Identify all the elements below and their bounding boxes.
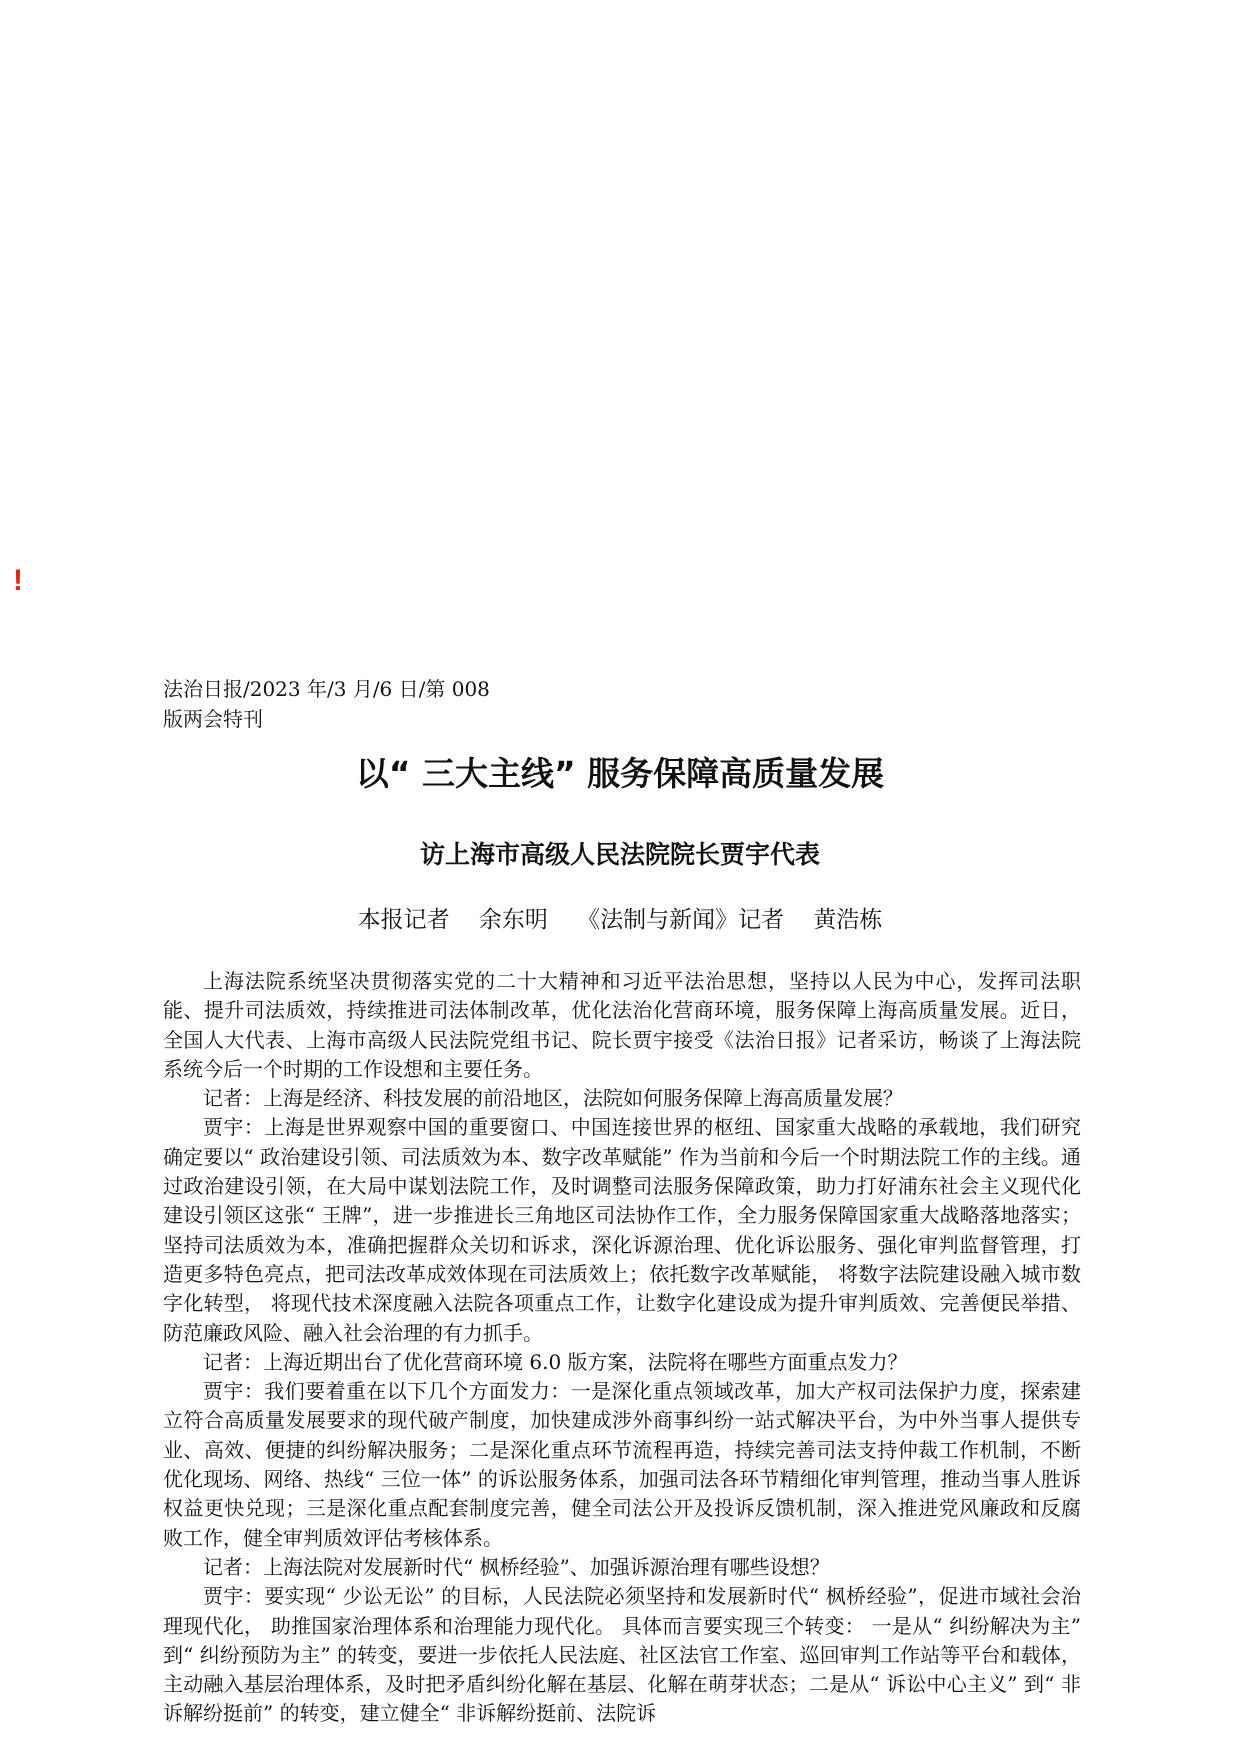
paragraph: 记者：上海法院对发展新时代“ 枫桥经验”、加强诉源治理有哪些设想？ xyxy=(203,1554,830,1579)
byline: 本报记者 余东明 《法制与新闻》记者 黄浩栋 xyxy=(357,907,883,933)
source-line-2: 版两会特刊 xyxy=(163,707,263,731)
paragraph: 记者：上海是经济、科技发展的前沿地区，法院如何服务保障上海高质量发展？ xyxy=(203,1086,903,1111)
source-line-1: 法治日报/2023 年/3 月/6 日/第 008 xyxy=(163,677,490,701)
paragraph: 上海法院系统坚决贯彻落实党的二十大精神和习近平法治思想，坚持以人民为中心，发挥司法职能、提升司法质效，持续推进司法体制改革，优化法治化营商环境，服务保障上海高质量发展。近日，全国人大代表、上海市高级人民法院党组书记、院长贾宇接受《法治日报》记者采访，畅谈了上海法院系统今后一个时期的工作设想和主要任务。 xyxy=(163,969,1081,1081)
exclamation-mark: ! xyxy=(13,564,23,597)
paragraph: 贾宇：要实现“ 少讼无讼” 的目标，人民法院必须坚持和发展新时代“ 枫桥经验”，促进市域社会治理现代化， 助推国家治理体系和治理能力现代化。 具体而言要实现三个转变： 一是从“ 纠纷解决为主” 到“ 纠纷预防为主” 的转变，要进一步依托人民法庭、社区法官工作室、巡回审判工作站等平台和载体，主动融入基层治理体系，及时把矛盾纠纷化解在基层、化解在萌芽状态；二是从“ 诉讼中心主义” 到“ 非诉解纷挺前” 的转变，建立健全“ 非诉解纷挺前、法院诉 xyxy=(163,1584,1081,1726)
paragraph: 贾宇：我们要着重在以下几个方面发力：一是深化重点领域改革，加大产权司法保护力度，探索建立符合高质量发展要求的现代破产制度，加快建成涉外商事纠纷一站式解决平台，为中外当事人提供专业、高效、便捷的纠纷解决服务；二是深化重点环节流程再造，持续完善司法支持仲裁工作机制，不断优化现场、网络、热线“ 三位一体” 的诉讼服务体系，加强司法各环节精细化审判管理，推动当事人胜诉权益更快兑现；三是深化重点配套制度完善，健全司法公开及投诉反馈机制，深入推进党风廉政和反腐败工作，健全审判质效评估考核体系。 xyxy=(163,1379,1081,1550)
headline: 以“ 三大主线” 服务保障高质量发展 xyxy=(355,754,885,793)
subheadline: 访上海市高级人民法院院长贾宇代表 xyxy=(419,840,820,869)
paragraph: 贾宇：上海是世界观察中国的重要窗口、中国连接世界的枢纽、国家重大战略的承载地，我们研究确定要以“ 政治建设引领、司法质效为本、数字改革赋能” 作为当前和今后一个时期法院工作的主线。通过政治建设引领，在大局中谋划法院工作，及时调整司法服务保障政策，助力打好浦东社会主义现代化建设引领区这张“ 王牌”，进一步推进长三角地区司法协作工作，全力服务保障国家重大战略落地落实；坚持司法质效为本，准确把握群众关切和诉求，深化诉源治理、优化诉讼服务、强化审判监督管理，打造更多特色亮点，把司法改革成效体现在司法质效上；依托数字改革赋能， 将数字法院建设融入城市数字化转型， 将现代技术深度融入法院各项重点工作，让数字化建设成为提升审判质效、完善便民举措、防范廉政风险、融入社会治理的有力抓手。 xyxy=(163,1115,1081,1345)
article-body xyxy=(163,967,1081,1729)
paragraph: 记者：上海近期出台了优化营商环境 6.0 版方案，法院将在哪些方面重点发力？ xyxy=(203,1349,908,1374)
source-line xyxy=(163,674,490,734)
